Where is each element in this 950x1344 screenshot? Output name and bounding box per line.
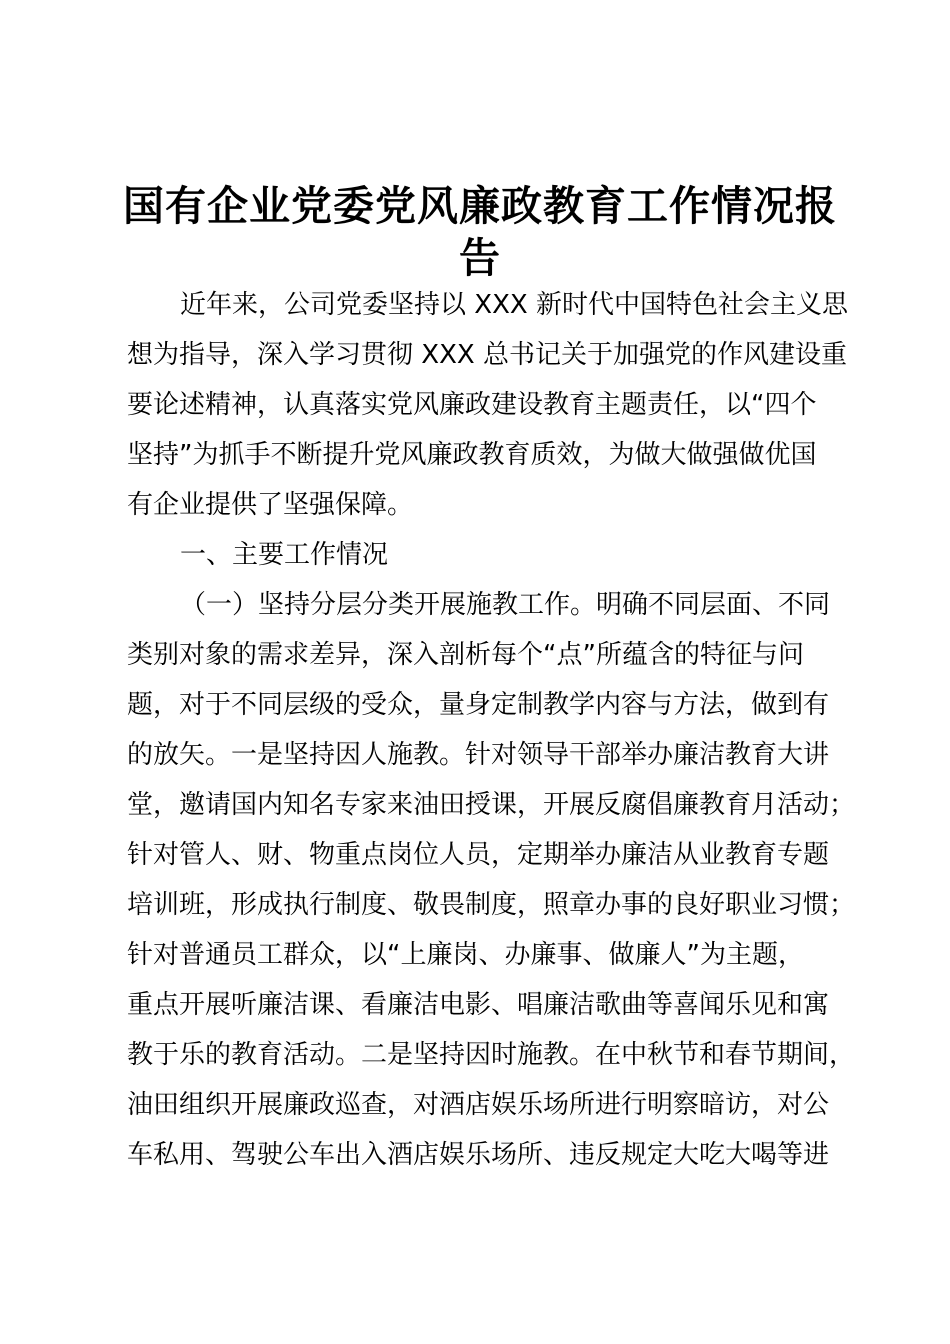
text-line: 堂，邀请国内知名专家来油田授课，开展反腐倡廉教育月活动； bbox=[127, 790, 856, 820]
text-line: 坚持”为抓手不断提升党风廉政教育质效，为做大做强做优国 bbox=[127, 440, 817, 470]
text-line: 想为指导，深入学习贯彻 XXX 总书记关于加强党的作风建设重 bbox=[127, 340, 847, 370]
heading-line: 一、主要工作情况 bbox=[180, 540, 389, 570]
text-line: 要论述精神，认真落实党风廉政建设教育主题责任，以“四个 bbox=[127, 390, 817, 420]
text-line: 针对管人、财、物重点岗位人员，定期举办廉洁从业教育专题 bbox=[127, 840, 830, 870]
text-line: 针对普通员工群众，以“上廉岗、办廉事、做廉人”为主题， bbox=[127, 940, 804, 970]
text-line: 类别对象的需求差异，深入剖析每个“点”所蕴含的特征与问 bbox=[127, 640, 804, 670]
section-heading bbox=[127, 530, 847, 580]
section-paragraph bbox=[127, 580, 856, 1180]
text-line: 教于乐的教育活动。二是坚持因时施教。在中秋节和春节期间， bbox=[127, 1040, 856, 1070]
text-line: 培训班，形成执行制度、敬畏制度，照章办事的良好职业习惯； bbox=[127, 890, 856, 920]
text-line: 有企业提供了坚强保障。 bbox=[127, 490, 414, 520]
document-title bbox=[120, 180, 840, 284]
text-line: 油田组织开展廉政巡查，对酒店娱乐场所进行明察暗访，对公 bbox=[127, 1090, 830, 1120]
text-line: （一）坚持分层分类开展施教工作。明确不同层面、不同 bbox=[180, 590, 831, 620]
document-body bbox=[127, 280, 856, 1180]
text-line: 车私用、驾驶公车出入酒店娱乐场所、违反规定大吃大喝等进 bbox=[127, 1140, 830, 1170]
intro-paragraph bbox=[127, 280, 847, 530]
text-line: 的放矢。一是坚持因人施教。针对领导干部举办廉洁教育大讲 bbox=[127, 740, 830, 770]
title-line-2: 告 bbox=[459, 234, 501, 282]
title-line-1: 国有企业党委党风廉政教育工作情况报 bbox=[123, 182, 837, 230]
text-line: 近年来，公司党委坚持以 XXX 新时代中国特色社会主义思 bbox=[180, 290, 848, 320]
text-line: 题，对于不同层级的受众，量身定制教学内容与方法，做到有 bbox=[127, 690, 830, 720]
text-line: 重点开展听廉洁课、看廉洁电影、唱廉洁歌曲等喜闻乐见和寓 bbox=[127, 990, 830, 1020]
